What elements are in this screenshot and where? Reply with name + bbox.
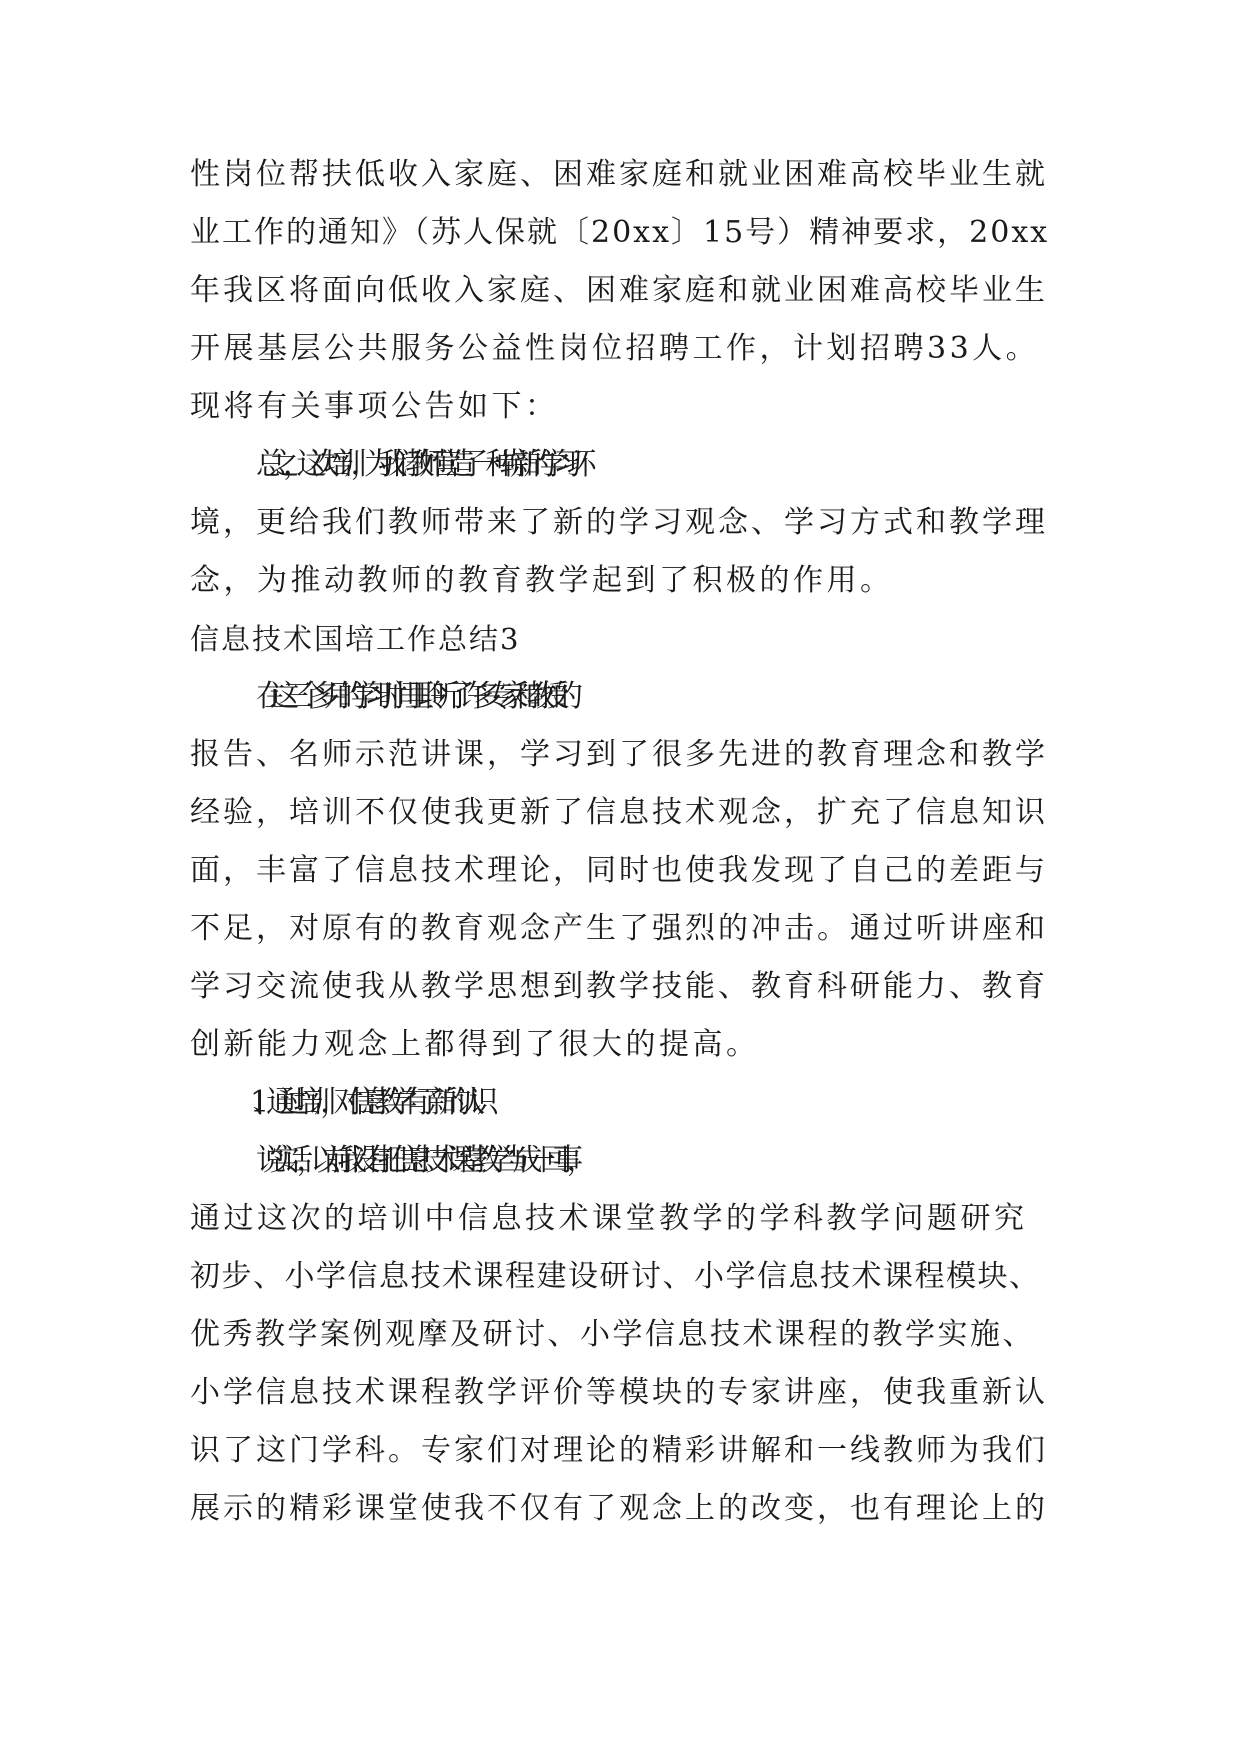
text-line: 识了这门学科。专家们对理论的精彩讲解和一线教师为我们 bbox=[190, 1433, 1048, 1468]
text-line: 现将有关事项公告如下： bbox=[190, 389, 559, 424]
subsection-heading: 1、通过培训，对信息教学有了新的认识 bbox=[250, 1085, 483, 1120]
text-line: 报告、名师示范讲课，学习到了很多先进的教育理念和教学 bbox=[190, 737, 1048, 772]
text-line: 通过这次的培训中信息技术课堂教学的学科教学问题研究 bbox=[190, 1201, 1028, 1236]
text-line: 年我区将面向低收入家庭、困难家庭和就业困难高校毕业生 bbox=[190, 273, 1048, 308]
text-line: 创新能力观念上都得到了很大的提高。 bbox=[190, 1027, 760, 1062]
paragraph-first-line: 总之，这次培训，为我们教师营造了一种崭新的学习环 bbox=[256, 447, 580, 482]
text-line: 面，丰富了信息技术理论，同时也使我发现了自己的差距与 bbox=[190, 853, 1048, 888]
text-line: 念，为推动教师的教育教学起到了积极的作用。 bbox=[190, 563, 894, 598]
text-line: 开展基层公共服务公益性岗位招聘工作，计划招聘33人。 bbox=[190, 331, 1040, 366]
text-line: 展示的精彩课堂使我不仅有了观念上的改变，也有理论上的 bbox=[190, 1491, 1048, 1526]
text-line: 业工作的通知》（苏人保就〔20xx〕15号）精神要求，20xx bbox=[190, 215, 1050, 250]
text-line: 学习交流使我从教学思想到教学技能、教育科研能力、教育 bbox=[190, 969, 1048, 1004]
text-line: 小学信息技术课程教学评价等模块的专家讲座，使我重新认 bbox=[190, 1375, 1048, 1410]
paragraph-first-line: 说实话，以前我没有把信息技术课堂教学当成一回事， bbox=[256, 1143, 580, 1178]
text-line: 优秀教学案例观摩及研讨、小学信息技术课程的教学实施、 bbox=[190, 1317, 1035, 1352]
section-heading: 信息技术国培工作总结3 bbox=[190, 622, 521, 656]
text-line: 境，更给我们教师带来了新的学习观念、学习方式和教学理 bbox=[190, 505, 1048, 540]
text-line: 初步、小学信息技术课程建设研讨、小学信息技术课程模块、 bbox=[190, 1259, 1041, 1294]
paragraph-first-line: 在这三个多月的学习时间里聆听了许多专家和教授的 bbox=[256, 679, 567, 714]
text-line: 不足，对原有的教育观念产生了强烈的冲击。通过听讲座和 bbox=[190, 911, 1048, 946]
text-line: 经验，培训不仅使我更新了信息技术观念，扩充了信息知识 bbox=[190, 795, 1048, 830]
text-line: 性岗位帮扶低收入家庭、困难家庭和就业困难高校毕业生就 bbox=[190, 157, 1048, 192]
